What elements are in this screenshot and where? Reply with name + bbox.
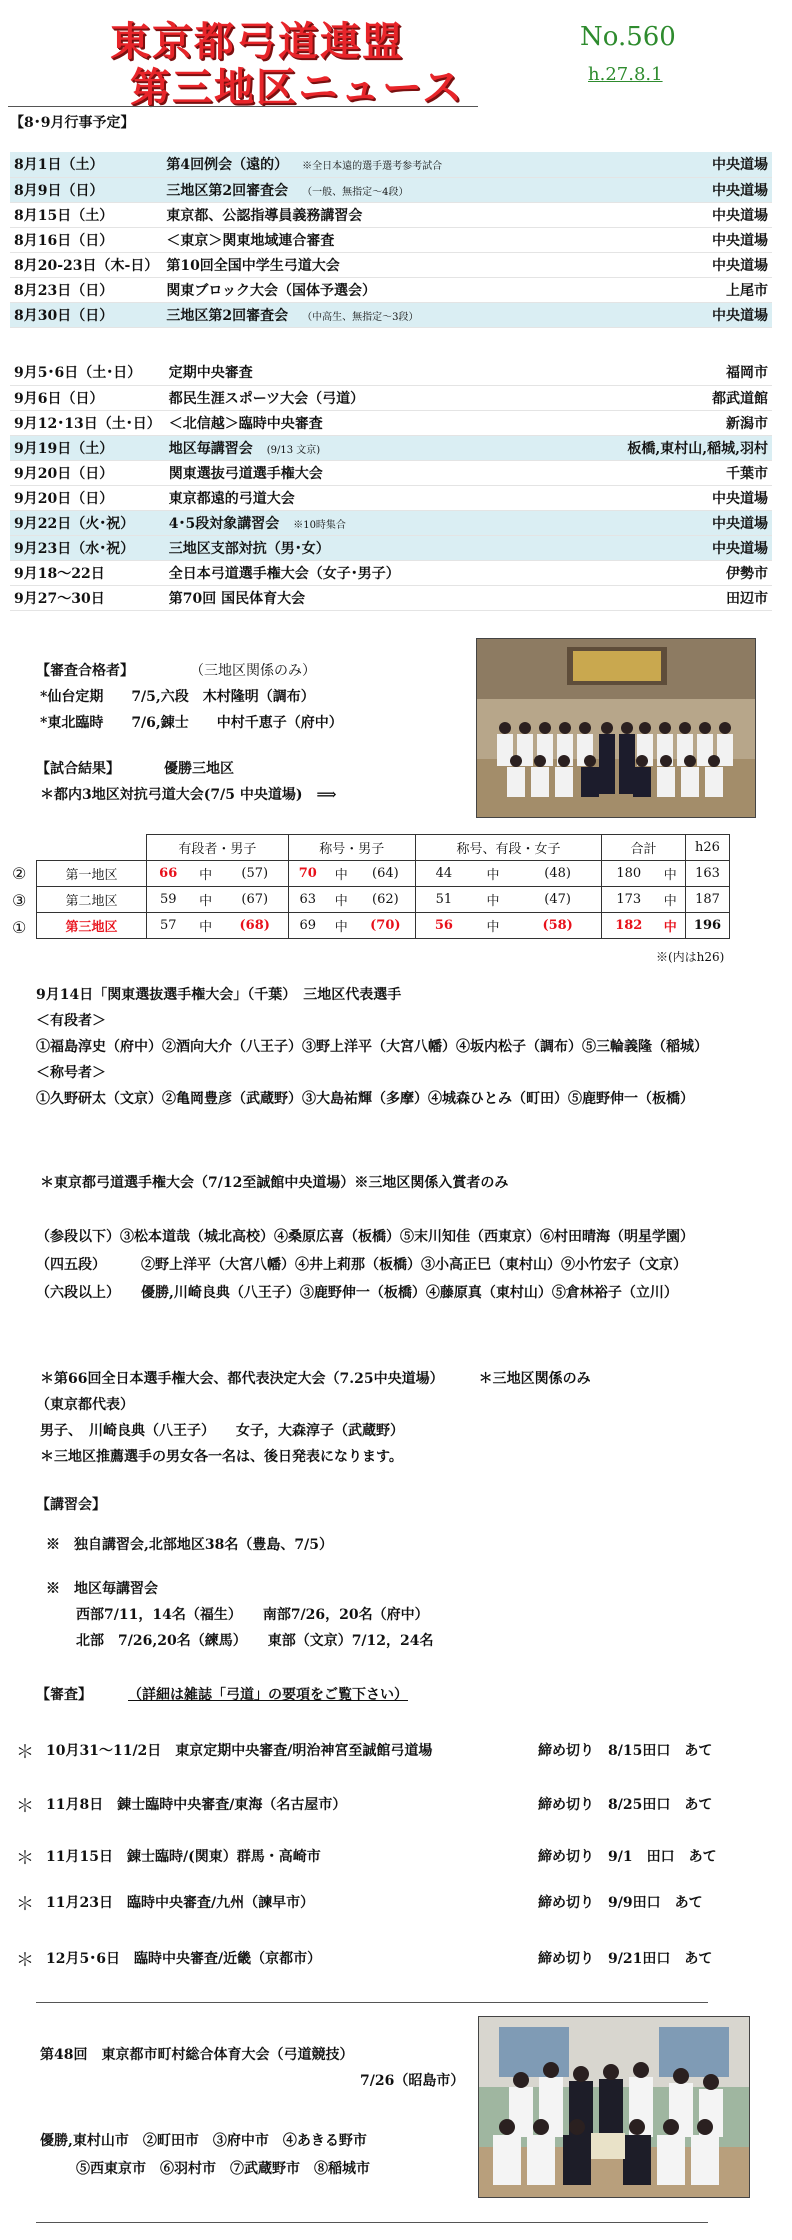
results-cell-h26: 196: [686, 913, 730, 939]
sogo-date: 7/26（昭島市）: [360, 2073, 465, 2089]
results-cell-c2p: (70): [356, 913, 416, 939]
event-place: 都武道館: [623, 385, 772, 410]
shinsa-deadline: 締め切り 9/1 田口 あて: [538, 1849, 717, 1865]
results-cell-c1p: (67): [222, 887, 288, 913]
event-date: 8月16日（日）: [10, 227, 162, 252]
event-name-cell: [162, 177, 632, 202]
event-date: 8月9日（日）: [10, 177, 162, 202]
results-cell-tots: 中: [656, 913, 686, 939]
results-cell-name: 第一地区: [37, 861, 147, 887]
kanto-yudan-list: ①福島淳史（府中）②酒向大介（八王子）③野上洋平（大宮八幡）④坂内松子（調布）⑤三輪義隆（稲城）: [36, 1039, 708, 1055]
results-cell-c1s: 中: [189, 913, 221, 939]
results-table: [36, 834, 730, 939]
event-place: 中央道場: [632, 202, 772, 227]
event-note: ※10時集合: [293, 519, 346, 531]
results-cell-c2: 69: [288, 913, 327, 939]
event-place: 中央道場: [623, 510, 772, 535]
event-place: 板橋,東村山,稲城,羽村: [623, 435, 772, 460]
schedule-sep-row: [10, 535, 772, 560]
event-name-cell: [162, 227, 632, 252]
issue-date: h.27.8.1: [588, 64, 663, 85]
event-name: ＜北信越＞臨時中央審査: [168, 415, 323, 432]
newsletter-title-line2: 第三地区ニュース: [130, 65, 464, 111]
schedule-sep-row: [10, 360, 772, 385]
lecture-heading: 【講習会】: [36, 1497, 106, 1513]
event-name-cell: [165, 510, 624, 535]
results-cell-tot: 182: [602, 913, 656, 939]
event-note: （中高生、無指定～3段）: [302, 311, 419, 323]
event-date: 9月23日（水･祝）: [10, 535, 165, 560]
shinsa-event: 10月31～11/2日 東京定期中央審査/明治神宮至誠館弓道場: [46, 1743, 433, 1759]
kanto-shogo-list: ①久野研太（文京）②亀岡豊彦（武蔵野）③大島祐輝（多摩）④城森ひとみ（町田）⑤鹿野伸一（板橋）: [36, 1091, 694, 1107]
shinsa-bullet: ＊: [16, 1894, 34, 1915]
event-place: 中央道場: [623, 535, 772, 560]
event-name-cell: [162, 152, 632, 177]
event-name: 三地区支部対抗（男･女）: [168, 540, 330, 557]
results-cell-h26: 163: [686, 861, 730, 887]
event-place: 千葉市: [623, 460, 772, 485]
newsletter-title-line1: 東京都弓道連盟: [110, 19, 404, 65]
results-cell-c1s: 中: [189, 887, 221, 913]
event-name-cell: [165, 460, 624, 485]
results-cell-c1p: (68): [222, 913, 288, 939]
all-japan-title: ＊第66回全日本選手権大会、都代表決定大会（7.25中央道場） ＊三地区関係のみ: [40, 1371, 591, 1387]
event-place: 福岡市: [623, 360, 772, 385]
shinsa-deadline: 締め切り 8/15田口 あて: [538, 1743, 713, 1759]
event-name: 関東選抜弓道選手権大会: [168, 465, 323, 482]
results-cell-c3: 56: [415, 913, 471, 939]
results-row: [37, 887, 730, 913]
results-footnote: ※(内はh26): [656, 950, 725, 964]
all-japan-note: ＊三地区推薦選手の男女各一名は、後日発表になります。: [40, 1449, 403, 1465]
event-name: ＜東京＞関東地域連合審査: [166, 232, 335, 249]
exam-scope: （三地区関係のみ）: [190, 663, 316, 679]
results-header-total: 合計: [602, 835, 686, 861]
event-note: （一般、無指定～4段）: [302, 186, 409, 198]
shinsa-event: 11月8日 錬士臨時中央審査/東海（名古屋市）: [46, 1797, 347, 1813]
event-name: 地区毎講習会: [168, 440, 253, 457]
shinsa-bullet: ＊: [16, 1742, 34, 1763]
schedule-aug-row: [10, 177, 772, 202]
shinsa-event: 11月23日 臨時中央審査/九州（諫早市）: [46, 1895, 315, 1911]
event-place: 伊勢市: [623, 560, 772, 585]
results-cell-tot: 180: [602, 861, 656, 887]
results-cell-c1p: (57): [222, 861, 288, 887]
schedule-aug-row: [10, 152, 772, 177]
event-date: 9月12･13日（土･日）: [10, 410, 165, 435]
event-date: 8月1日（土）: [10, 152, 162, 177]
event-name-cell: [162, 202, 632, 227]
shinsa-deadline: 締め切り 8/25田口 あて: [538, 1797, 713, 1813]
results-header-col1: 有段者・男子: [147, 835, 289, 861]
event-date: 9月19日（土）: [10, 435, 165, 460]
results-cell-tot: 173: [602, 887, 656, 913]
schedule-sep-row: [10, 385, 772, 410]
results-cell-tots: 中: [656, 887, 686, 913]
results-header-h26: h26: [686, 835, 730, 861]
event-date: 8月20-23日（木-日）: [10, 252, 162, 277]
header-divider: [8, 106, 478, 107]
event-place: 中央道場: [623, 485, 772, 510]
results-header-row: [37, 835, 730, 861]
results-cell-c2s: 中: [327, 887, 356, 913]
event-place: 田辺市: [623, 585, 772, 610]
results-cell-c1: 57: [147, 913, 190, 939]
results-cell-c2p: (64): [356, 861, 416, 887]
event-name: 都民生涯スポーツ大会（弓道）: [168, 390, 365, 407]
results-cell-c2s: 中: [327, 861, 356, 887]
results-cell-c3s: 中: [472, 861, 514, 887]
event-name-cell: [165, 410, 624, 435]
tokyo-champ-line2: （四五段） ②野上洋平（大宮八幡）④井上莉那（板橋）③小高正巳（東村山）⑨小竹宏子（文京）: [36, 1257, 687, 1273]
results-header-col3: 称号、有段・女子: [415, 835, 601, 861]
results-cell-tots: 中: [656, 861, 686, 887]
event-name-cell: [165, 385, 624, 410]
rank-mark: ③: [12, 891, 27, 910]
results-cell-c1: 66: [147, 861, 190, 887]
event-place: 中央道場: [632, 302, 772, 327]
event-name: 第10回全国中学生弓道大会: [166, 257, 340, 274]
event-date: 9月20日（日）: [10, 485, 165, 510]
event-name: 全日本弓道選手権大会（女子･男子）: [168, 565, 400, 582]
tokyo-champ-line3: （六段以上） 優勝,川崎良典（八王子）③鹿野伸一（板橋）④藤原真（東村山）⑤倉林裕子（立川）: [36, 1285, 678, 1301]
exam-passer-1: *仙台定期 7/5,六段 木村隆明（調布）: [40, 689, 315, 705]
all-japan-label: （東京都代表）: [36, 1397, 134, 1413]
event-name-cell: [165, 585, 624, 610]
rank-mark: ②: [12, 864, 27, 883]
shinsa-subheading: （詳細は雑誌「弓道」の要項をご覧下さい）: [128, 1687, 408, 1703]
schedule-sep-row: [10, 560, 772, 585]
event-date: 8月30日（日）: [10, 302, 162, 327]
event-name: 東京都、公認指導員義務講習会: [166, 207, 363, 224]
event-name-cell: [165, 360, 624, 385]
event-name: 三地区第2回審査会: [166, 182, 289, 199]
results-cell-name: 第三地区: [37, 913, 147, 939]
sogo-results-line2: ⑤西東京市 ⑥羽村市 ⑦武蔵野市 ⑧稲城市: [76, 2161, 370, 2177]
shinsa-bullet: ＊: [16, 1950, 34, 1971]
event-note: (9/13 文京): [266, 444, 321, 456]
tokyo-champ-line1: （参段以下）③松本道哉（城北高校）④桑原広喜（板橋）⑤末川知佳（西東京）⑥村田晴海（明星学園）: [36, 1229, 694, 1245]
shinsa-event: 11月15日 錬士臨時/(関東）群馬・高崎市: [46, 1849, 321, 1865]
event-name: 東京都遠的弓道大会: [168, 490, 295, 507]
schedule-heading: 【8･9月行事予定】: [10, 115, 135, 131]
event-date: 9月22日（火･祝）: [10, 510, 165, 535]
shinsa-deadline: 締め切り 9/9田口 あて: [538, 1895, 703, 1911]
event-name-cell: [162, 252, 632, 277]
match-event: ＊都内3地区対抗弓道大会(7/5 中央道場) ⟹: [40, 787, 337, 803]
kanto-title: 9月14日「関東選抜選手権大会」（千葉） 三地区代表選手: [36, 987, 402, 1003]
event-name-cell: [165, 435, 624, 460]
team-photo-1: [476, 638, 756, 818]
all-japan-reps: 男子、 川崎良典（八王子） 女子，大森淳子（武蔵野）: [40, 1423, 404, 1439]
lecture-line3: 西部7/11，14名（福生） 南部7/26，20名（府中）: [76, 1607, 429, 1623]
event-name-cell: [162, 302, 632, 327]
kanto-shogo-label: ＜称号者＞: [36, 1065, 106, 1081]
results-cell-c1: 59: [147, 887, 190, 913]
event-name: 定期中央審査: [168, 365, 253, 382]
results-cell-c3s: 中: [472, 887, 514, 913]
results-cell-c2p: (62): [356, 887, 416, 913]
event-name: 第70回 国民体育大会: [168, 590, 306, 607]
issue-number: No.560: [580, 22, 676, 52]
schedule-sep-row: [10, 435, 772, 460]
schedule-aug-row: [10, 227, 772, 252]
event-date: 8月23日（日）: [10, 277, 162, 302]
footer-divider: [36, 2222, 708, 2223]
results-cell-c3s: 中: [472, 913, 514, 939]
schedule-aug-row: [10, 302, 772, 327]
event-date: 9月6日（日）: [10, 385, 165, 410]
schedule-september-table: [10, 360, 772, 611]
schedule-aug-row: [10, 202, 772, 227]
rank-mark: ①: [12, 918, 27, 937]
event-name-cell: [165, 535, 624, 560]
event-note: ※全日本遠的選手選考参考試合: [302, 161, 443, 173]
event-date: 8月15日（土）: [10, 202, 162, 227]
results-cell-c3: 51: [415, 887, 471, 913]
exam-heading: 【審査合格者】: [36, 663, 134, 679]
lecture-line1: ※ 独自講習会,北部地区38名（豊島、7/5）: [46, 1537, 333, 1553]
schedule-sep-row: [10, 510, 772, 535]
sogo-title: 第48回 東京都市町村総合体育大会（弓道競技）: [40, 2047, 354, 2063]
shinsa-bullet: ＊: [16, 1796, 34, 1817]
shinsa-heading: 【審査】: [36, 1687, 92, 1703]
shinsa-deadline: 締め切り 9/21田口 あて: [538, 1951, 713, 1967]
shinsa-event: 12月5･6日 臨時中央審査/近畿（京都市）: [46, 1951, 322, 1967]
results-row: [37, 913, 730, 939]
event-date: 9月27～30日: [10, 585, 165, 610]
results-cell-name: 第二地区: [37, 887, 147, 913]
section-divider: [36, 2002, 708, 2003]
shinsa-bullet: ＊: [16, 1848, 34, 1869]
event-name: 三地区第2回審査会: [166, 307, 289, 324]
event-place: 中央道場: [632, 227, 772, 252]
team-photo-2: [478, 2016, 750, 2198]
results-cell-c2: 70: [288, 861, 327, 887]
match-winner: 優勝三地区: [164, 761, 234, 777]
lecture-line2: ※ 地区毎講習会: [46, 1581, 158, 1597]
event-name: 第4回例会（遠的）: [166, 157, 289, 174]
results-cell-c3: 44: [415, 861, 471, 887]
event-date: 9月20日（日）: [10, 460, 165, 485]
event-name-cell: [165, 560, 624, 585]
event-date: 9月18～22日: [10, 560, 165, 585]
event-name-cell: [162, 277, 632, 302]
results-cell-c3p: (47): [514, 887, 601, 913]
event-name: 関東ブロック大会（国体予選会）: [166, 282, 377, 299]
event-name: 4･5段対象講習会: [168, 515, 280, 532]
schedule-sep-row: [10, 485, 772, 510]
event-date: 9月5･6日（土･日）: [10, 360, 165, 385]
event-place: 中央道場: [632, 152, 772, 177]
lecture-line4: 北部 7/26,20名（練馬） 東部（文京）7/12，24名: [76, 1633, 434, 1649]
schedule-sep-row: [10, 410, 772, 435]
event-place: 上尾市: [632, 277, 772, 302]
results-header-col2: 称号・男子: [288, 835, 415, 861]
schedule-aug-row: [10, 277, 772, 302]
results-cell-c3p: (48): [514, 861, 601, 887]
results-cell-c2s: 中: [327, 913, 356, 939]
event-place: 中央道場: [632, 177, 772, 202]
schedule-aug-row: [10, 252, 772, 277]
schedule-sep-row: [10, 460, 772, 485]
results-cell-c1s: 中: [189, 861, 221, 887]
kanto-yudan-label: ＜有段者＞: [36, 1013, 106, 1029]
event-place: 新潟市: [623, 410, 772, 435]
results-cell-c2: 63: [288, 887, 327, 913]
results-row: [37, 861, 730, 887]
sogo-results-line1: 優勝,東村山市 ②町田市 ③府中市 ④あきる野市: [40, 2133, 367, 2149]
results-cell-c3p: (58): [514, 913, 601, 939]
event-place: 中央道場: [632, 252, 772, 277]
schedule-august-table: [10, 152, 772, 328]
match-heading: 【試合結果】: [36, 761, 120, 777]
tokyo-champ-title: ＊東京都弓道選手権大会（7/12至誠館中央道場）※三地区関係入賞者のみ: [40, 1175, 509, 1191]
schedule-sep-row: [10, 585, 772, 610]
exam-passer-2: *東北臨時 7/6,錬士 中村千恵子（府中）: [40, 715, 343, 731]
results-cell-h26: 187: [686, 887, 730, 913]
event-name-cell: [165, 485, 624, 510]
